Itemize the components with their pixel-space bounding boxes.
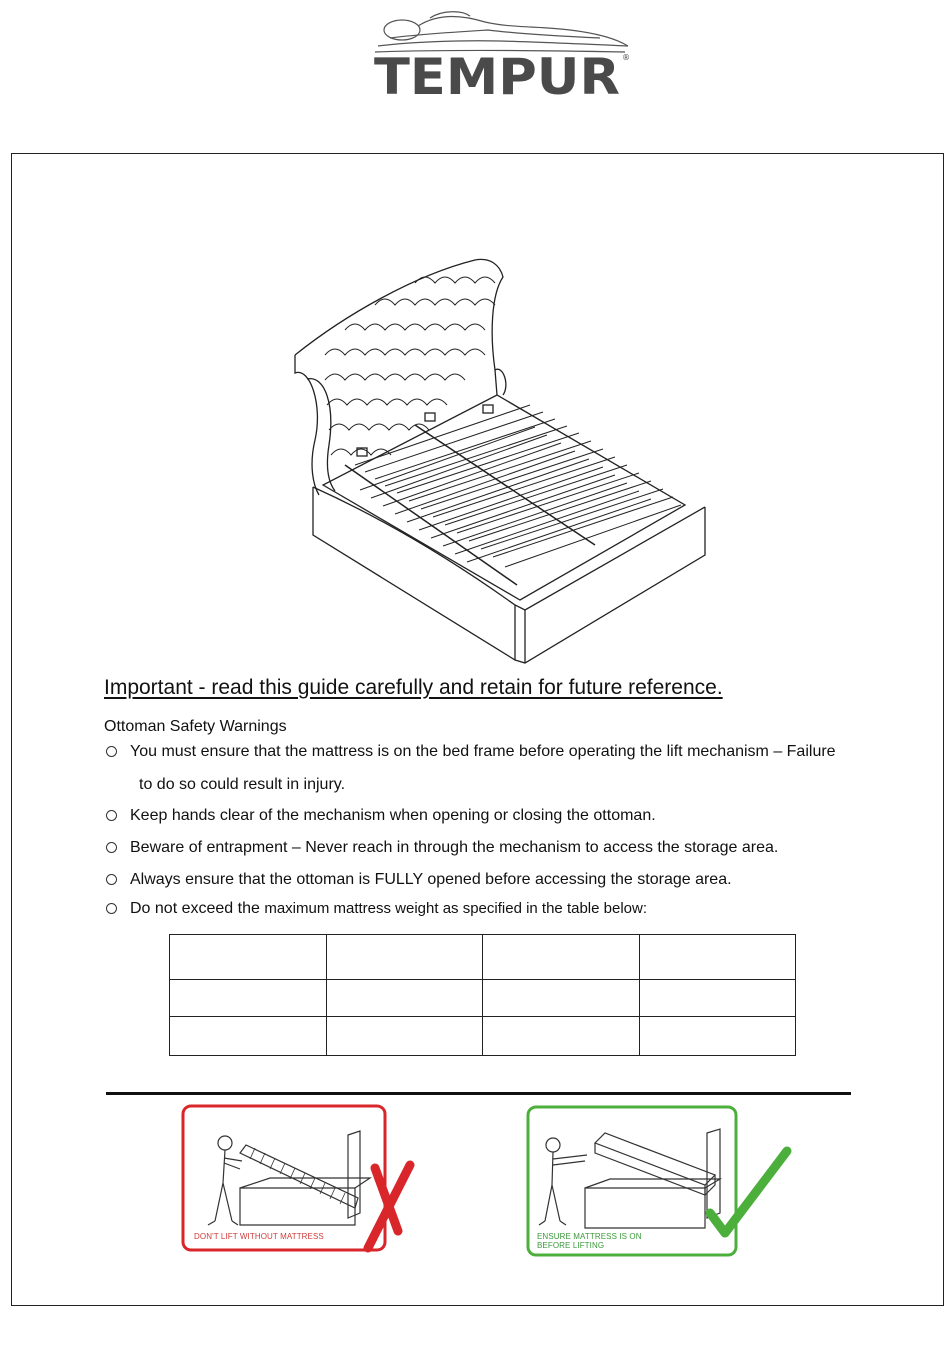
- table-cell: [326, 980, 483, 1017]
- table-row: [170, 980, 796, 1017]
- table-cell: [170, 1017, 327, 1056]
- circle-bullet-icon: [106, 746, 117, 757]
- table-cell: [483, 935, 640, 980]
- table-cell: [170, 935, 327, 980]
- tempur-logo: [370, 8, 632, 100]
- table-cell: [639, 980, 796, 1017]
- table-cell: [639, 1017, 796, 1056]
- svg-text:TEMPUR: TEMPUR: [374, 48, 620, 100]
- table-cell: [639, 935, 796, 980]
- circle-bullet-icon: [106, 810, 117, 821]
- circle-bullet-icon: [106, 842, 117, 853]
- circle-bullet-icon: [106, 903, 117, 914]
- page-heading: Important - read this guide carefully and retain for future reference.: [104, 676, 723, 699]
- table-row: [170, 935, 796, 980]
- table-cell: [483, 980, 640, 1017]
- ottoman-bed-illustration: [285, 255, 715, 670]
- cross-icon: [368, 1165, 410, 1248]
- table-cell: [483, 1017, 640, 1056]
- table-cell: [326, 1017, 483, 1056]
- warning-item: Keep hands clear of the mechanism when opening or closing the ottoman.: [106, 806, 656, 826]
- table-cell: [170, 980, 327, 1017]
- warning-item: Always ensure that the ottoman is FULLY opened before accessing the storage area.: [106, 870, 732, 890]
- divider: [106, 1092, 851, 1095]
- table-row: [170, 1017, 796, 1056]
- safety-warnings-title: Ottoman Safety Warnings: [104, 718, 287, 735]
- right-caption: ENSURE MATTRESS IS ON BEFORE LIFTING: [537, 1232, 642, 1250]
- warning-item: Do not exceed the maximum mattress weight as specified in the table below:: [106, 899, 647, 919]
- warning-item: You must ensure that the mattress is on the bed frame before operating the lift mechanism – Failure to do so could result in injury.: [106, 742, 836, 762]
- svg-text:®: ®: [622, 53, 630, 62]
- warning-continuation: to do so could result in injury.: [139, 776, 346, 793]
- circle-bullet-icon: [106, 874, 117, 885]
- wrong-caption: DON'T LIFT WITHOUT MATTRESS: [194, 1232, 324, 1241]
- mattress-weight-table: [169, 934, 796, 1056]
- warning-item: Beware of entrapment – Never reach in through the mechanism to access the storage area.: [106, 838, 778, 858]
- wrong-lifting-illustration: [180, 1103, 460, 1258]
- correct-lifting-illustration: [525, 1103, 805, 1258]
- check-icon: [710, 1151, 787, 1233]
- table-cell: [326, 935, 483, 980]
